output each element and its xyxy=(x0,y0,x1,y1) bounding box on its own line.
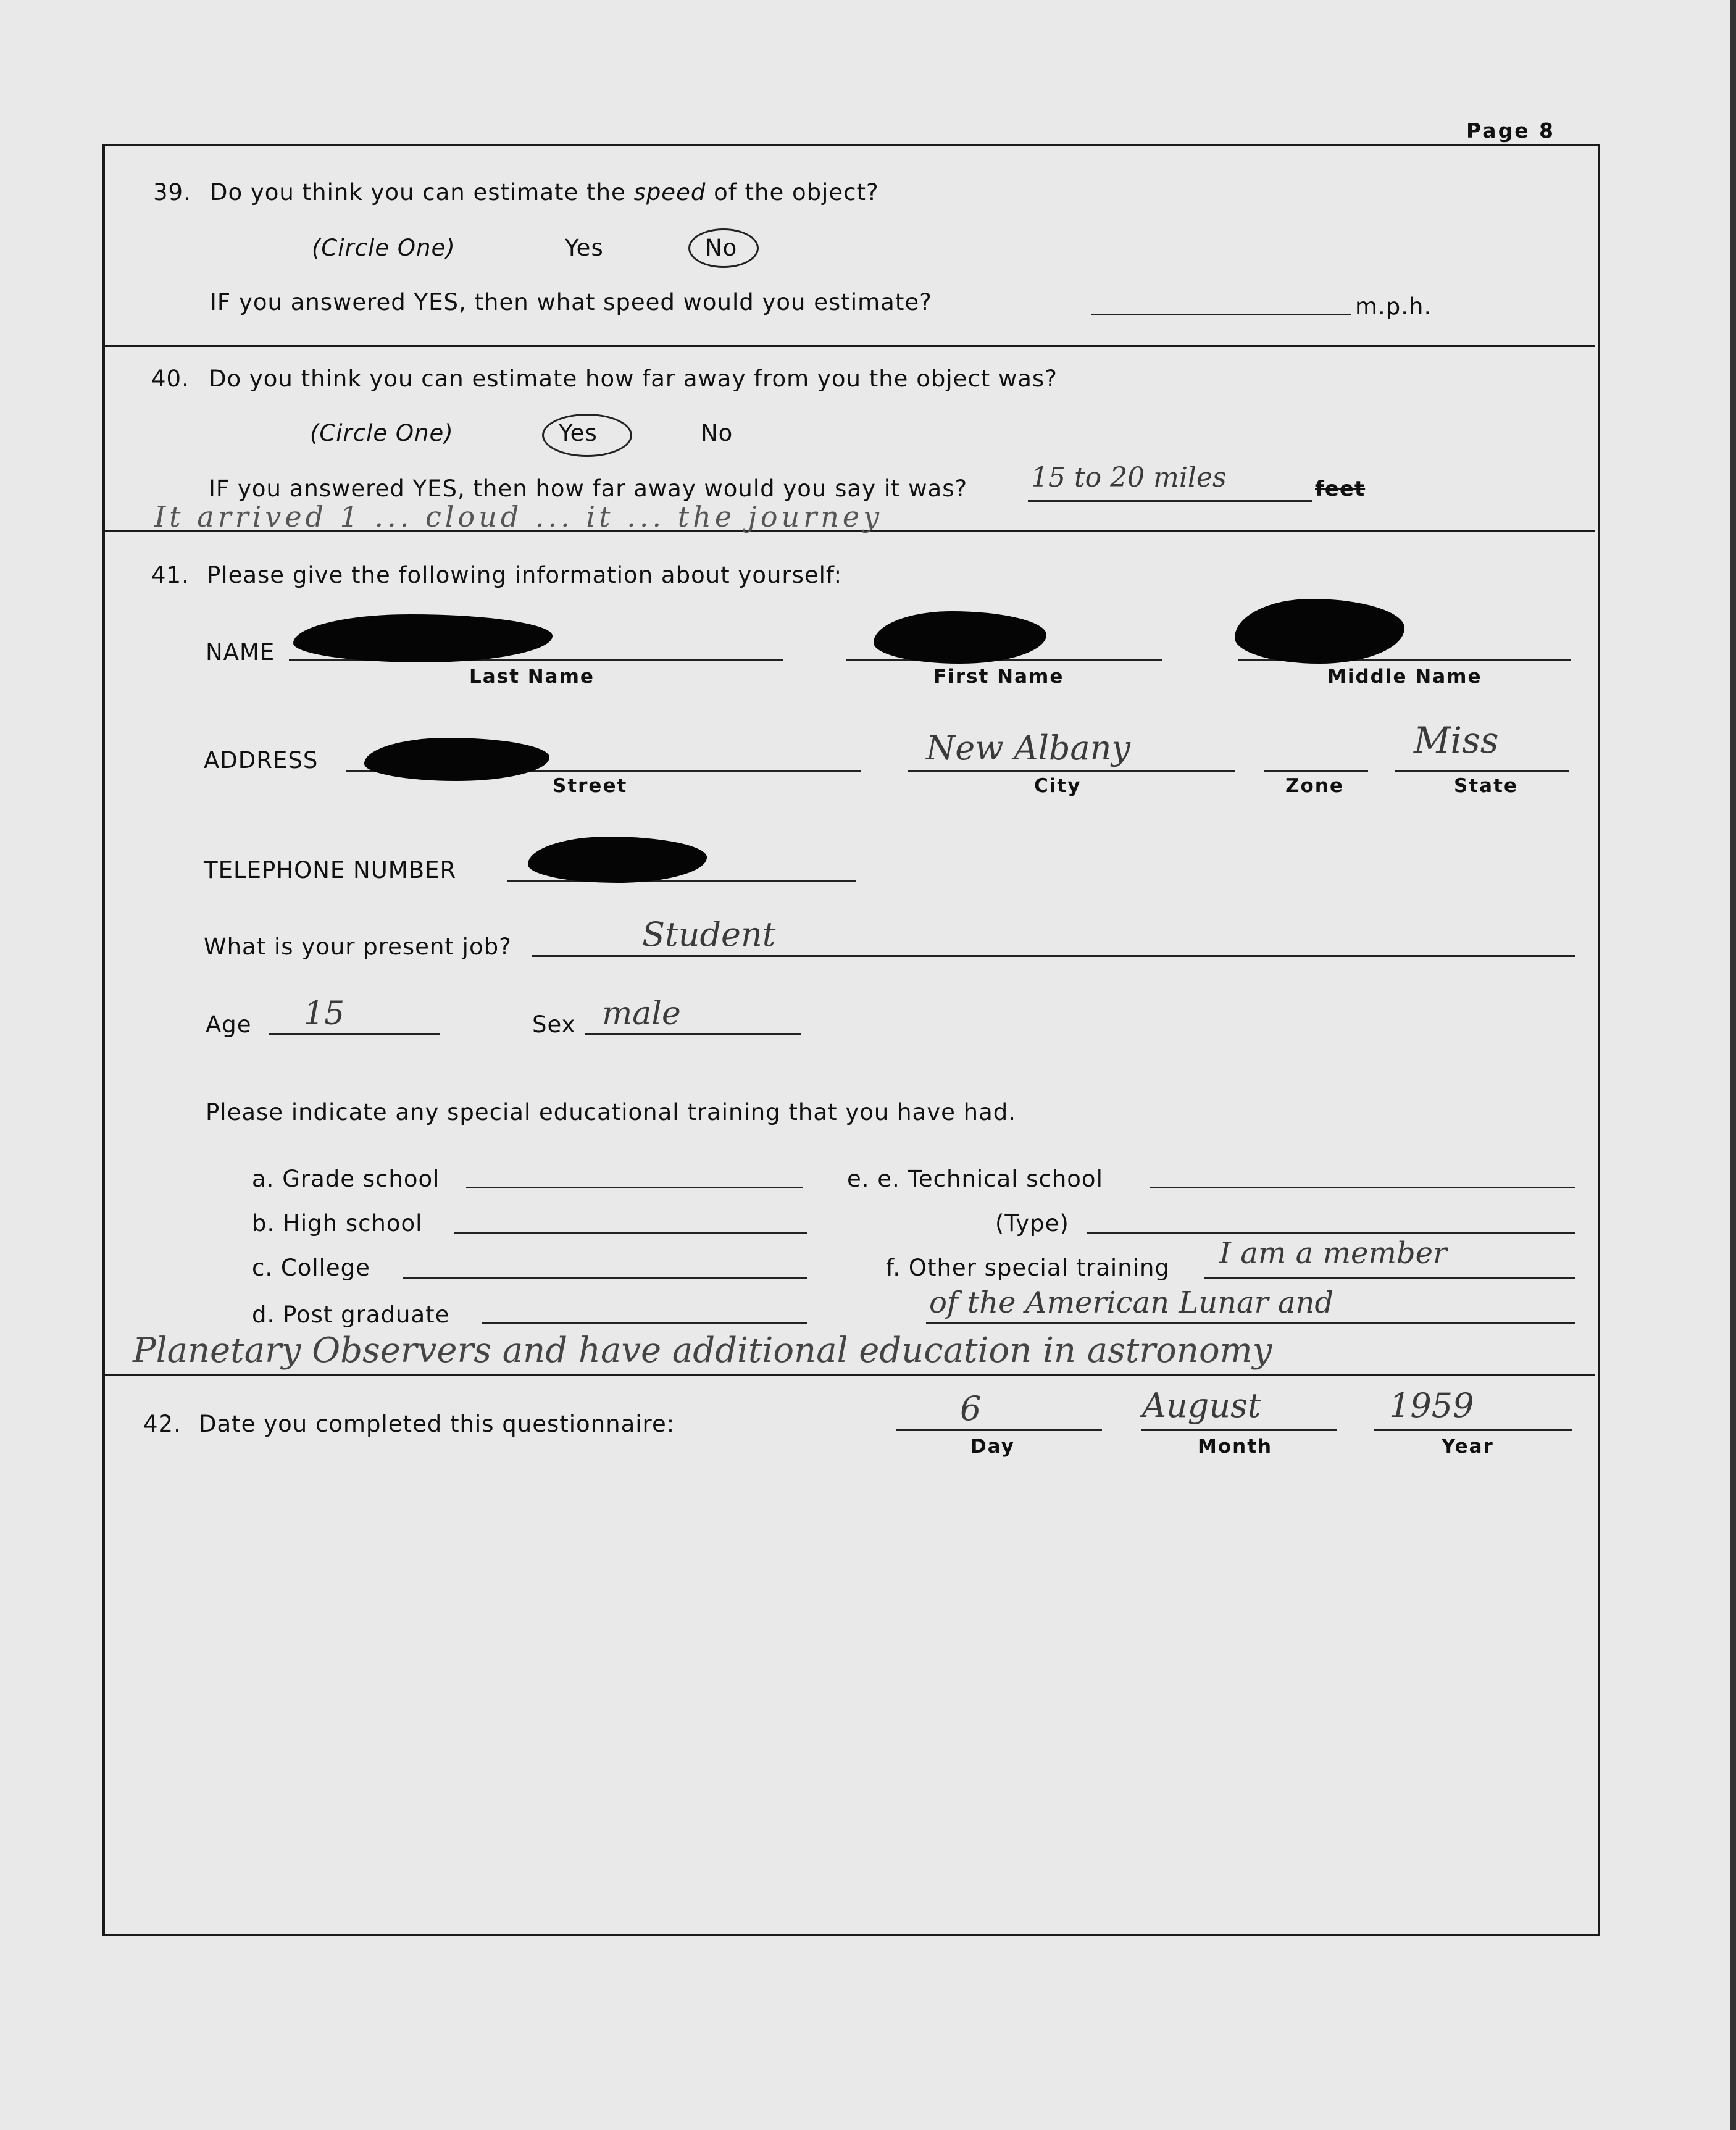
q39-circle-label: (Circle One) xyxy=(312,235,456,261)
zone-caption: Zone xyxy=(1285,775,1344,797)
last-name-caption: Last Name xyxy=(469,666,595,688)
sex-answer: male xyxy=(602,995,681,1032)
technical-type-label: (Type) xyxy=(995,1210,1069,1237)
day-answer: 6 xyxy=(960,1389,982,1428)
q40-no-option[interactable]: No xyxy=(701,420,733,446)
age-answer: 15 xyxy=(304,995,345,1032)
q39-speed-field[interactable] xyxy=(1091,314,1351,315)
training-prompt: Please indicate any special educational training that you have had. xyxy=(206,1099,1016,1126)
q42-number: 42. xyxy=(143,1411,182,1437)
q40-yes-option[interactable]: Yes xyxy=(559,420,598,446)
divider-39-40 xyxy=(102,345,1595,347)
job-field[interactable] xyxy=(532,955,1575,957)
q39-followup: IF you answered YES, then what speed would you estimate? xyxy=(210,289,932,315)
technical-school-label: e. e. Technical school xyxy=(847,1166,1103,1192)
q40-number: 40. xyxy=(151,365,190,392)
job-label: What is your present job? xyxy=(204,933,512,960)
college-label: c. College xyxy=(252,1255,370,1281)
age-label: Age xyxy=(206,1011,252,1038)
q40-unit: feet xyxy=(1315,477,1366,501)
college-field[interactable] xyxy=(403,1277,807,1279)
q39-yes-option[interactable]: Yes xyxy=(565,235,604,261)
other-training-field-2[interactable] xyxy=(926,1322,1575,1324)
q40-question: Do you think you can estimate how far away from you the object was? xyxy=(209,365,1058,392)
scan-edge xyxy=(1730,0,1736,2130)
zone-field[interactable] xyxy=(1264,770,1368,772)
technical-type-field[interactable] xyxy=(1087,1232,1575,1234)
q40-handwritten-note: It arrived 1 ... cloud ... it ... the journey xyxy=(154,500,883,533)
other-training-answer-2: of the American Lunar and xyxy=(929,1285,1334,1320)
other-training-label: f. Other special training xyxy=(886,1255,1170,1281)
telephone-label: TELEPHONE NUMBER xyxy=(204,857,457,883)
state-caption: State xyxy=(1454,775,1518,797)
q42-question: Date you completed this questionnaire: xyxy=(199,1411,675,1437)
name-label: NAME xyxy=(206,639,275,666)
q41-question: Please give the following information about yourself: xyxy=(207,562,843,588)
q40-distance-answer: 15 to 20 miles xyxy=(1031,462,1227,493)
street-caption: Street xyxy=(553,775,628,797)
month-caption: Month xyxy=(1198,1435,1273,1458)
q40-distance-field[interactable] xyxy=(1028,500,1312,502)
city-field[interactable] xyxy=(908,770,1235,772)
q39-unit: m.p.h. xyxy=(1355,293,1432,320)
sex-field[interactable] xyxy=(585,1033,801,1035)
day-field[interactable] xyxy=(896,1429,1102,1431)
year-caption: Year xyxy=(1442,1435,1494,1458)
sex-label: Sex xyxy=(532,1011,576,1038)
grade-school-label: a. Grade school xyxy=(252,1166,440,1192)
city-answer: New Albany xyxy=(926,729,1130,767)
day-caption: Day xyxy=(970,1435,1015,1458)
q40-followup: IF you answered YES, then how far away would you say it was? xyxy=(209,475,968,502)
grade-school-field[interactable] xyxy=(466,1187,803,1188)
q39-number: 39. xyxy=(153,179,191,206)
year-answer: 1959 xyxy=(1389,1386,1474,1425)
telephone-field[interactable] xyxy=(507,880,856,882)
form-frame xyxy=(102,144,1600,1936)
city-caption: City xyxy=(1034,775,1082,797)
other-training-field[interactable] xyxy=(1204,1277,1575,1279)
address-label: ADDRESS xyxy=(204,747,319,774)
q40-circle-label: (Circle One) xyxy=(310,420,454,446)
post-graduate-label: d. Post graduate xyxy=(252,1301,450,1328)
post-graduate-field[interactable] xyxy=(482,1322,807,1324)
page-number: Page 8 xyxy=(1466,119,1556,143)
job-answer: Student xyxy=(642,915,776,954)
q41-number: 41. xyxy=(151,562,190,588)
state-field[interactable] xyxy=(1395,770,1569,772)
q39-question: Do you think you can estimate the speed of the object? xyxy=(210,179,879,206)
first-name-caption: First Name xyxy=(933,666,1064,688)
high-school-field[interactable] xyxy=(454,1232,807,1234)
month-answer: August xyxy=(1142,1386,1261,1425)
age-field[interactable] xyxy=(269,1033,440,1035)
q39-no-option[interactable]: No xyxy=(705,235,738,261)
state-answer: Miss xyxy=(1414,719,1499,761)
technical-school-field[interactable] xyxy=(1150,1187,1575,1188)
other-training-answer-1: I am a member xyxy=(1219,1236,1447,1271)
year-field[interactable] xyxy=(1374,1429,1572,1431)
middle-name-caption: Middle Name xyxy=(1327,666,1482,688)
high-school-label: b. High school xyxy=(252,1210,423,1237)
month-field[interactable] xyxy=(1141,1429,1337,1431)
other-training-answer-3: Planetary Observers and have additional education in astronomy xyxy=(133,1330,1272,1371)
divider-41-42 xyxy=(102,1374,1595,1376)
